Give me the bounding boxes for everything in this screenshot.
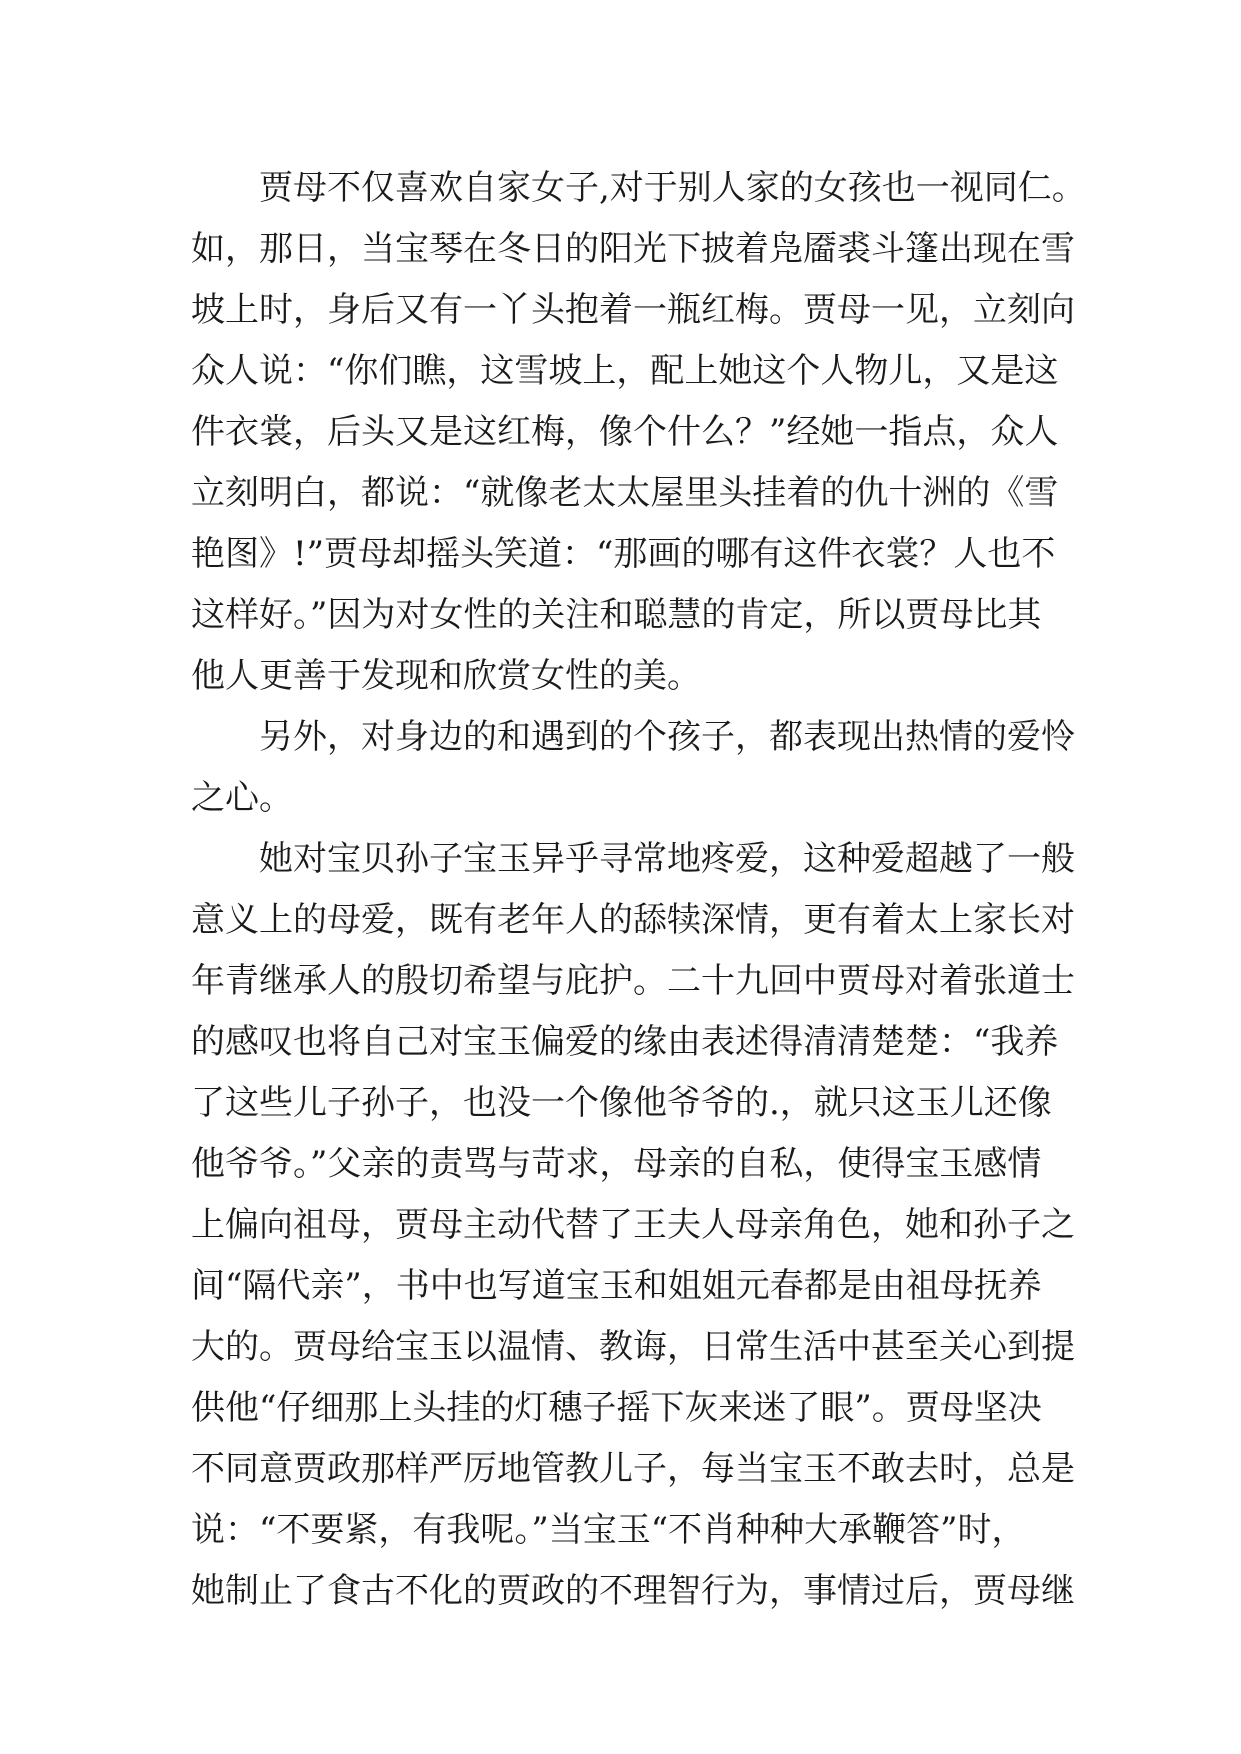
text-line: 件衣裳，后头又是这红梅，像个什么？”经她一指点，众人 (191, 412, 1059, 452)
text-line: 她对宝贝孙子宝玉异乎寻常地疼爱，这种爱超越了一般 (191, 839, 1075, 879)
paragraph-2 (191, 707, 1091, 829)
text-line: 他爷爷。”父亲的责骂与苛求，母亲的自私，使得宝玉感情 (191, 1144, 1042, 1184)
text-line: 这样好。”因为对女性的关注和聪慧的肯定，所以贾母比其 (191, 595, 1042, 635)
text-line: 他人更善于发现和欣赏女性的美。 (191, 656, 701, 696)
document-body (191, 158, 1091, 1622)
text-line: 年青继承人的殷切希望与庇护。二十九回中贾母对着张道士 (191, 961, 1075, 1001)
text-line: 的感叹也将自己对宝玉偏爱的缘由表述得清清楚楚：“我养 (191, 1022, 1059, 1062)
paragraph-1 (191, 158, 1091, 707)
text-line: 立刻明白，都说：“就像老太太屋里头挂着的仇十洲的《雪 (191, 473, 1059, 513)
text-line: 众人说：“你们瞧，这雪坡上，配上她这个人物儿，又是这 (191, 351, 1059, 391)
text-line: 了这些儿子孙子，也没一个像他爷爷的.，就只这玉儿还像 (191, 1083, 1052, 1123)
text-line: 如，那日，当宝琴在冬日的阳光下披着凫靥裘斗篷出现在雪 (191, 229, 1075, 269)
text-line: 不同意贾政那样严厉地管教儿子，每当宝玉不敢去时，总是 (191, 1449, 1075, 1489)
paragraph-3 (191, 829, 1091, 1622)
text-line: 艳图》!”贾母却摇头笑道：“那画的哪有这件衣裳？人也不 (191, 534, 1056, 574)
text-line: 间“隔代亲”，书中也写道宝玉和姐姐元春都是由祖母抚养 (191, 1266, 1042, 1306)
text-line: 上偏向祖母，贾母主动代替了王夫人母亲角色，她和孙子之 (191, 1205, 1075, 1245)
text-line: 说：“不要紧，有我呢。”当宝玉“不肖种种大承鞭答”时， (191, 1510, 1026, 1550)
text-line: 之心。 (191, 778, 293, 818)
text-line: 她制止了食古不化的贾政的不理智行为，事情过后，贾母继 (191, 1571, 1075, 1611)
text-line: 供他“仔细那上头挂的灯穗子摇下灰来迷了眼”。贾母坚决 (191, 1388, 1042, 1428)
text-line: 意义上的母爱，既有老年人的舔犊深情，更有着太上家长对 (191, 900, 1075, 940)
text-line: 大的。贾母给宝玉以温情、教诲，日常生活中甚至关心到提 (191, 1327, 1075, 1367)
text-line: 坡上时，身后又有一丫头抱着一瓶红梅。贾母一见，立刻向 (191, 290, 1075, 330)
text-line: 另外，对身边的和遇到的个孩子，都表现出热情的爱怜 (191, 717, 1075, 757)
text-line: 贾母不仅喜欢自家女子,对于别人家的女孩也一视同仁。 (191, 168, 1086, 208)
